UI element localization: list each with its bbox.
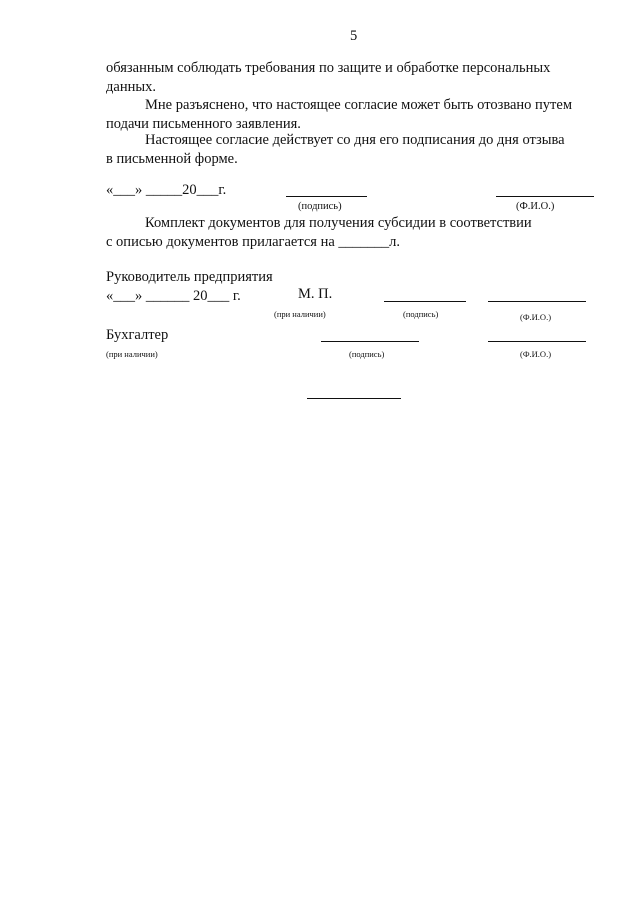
paragraph-2-line-2: подачи письменного заявления.	[106, 115, 301, 132]
paragraph-3	[106, 131, 604, 168]
paragraph-1-line-2: данных.	[106, 78, 156, 95]
accountant-name-line	[488, 341, 586, 342]
paragraph-2-line-1: Мне разъяснено, что настоящее согласие может быть отозвано путем	[145, 97, 573, 113]
head-signature-line	[384, 301, 466, 302]
consent-signature-line	[286, 196, 367, 197]
head-name-line	[488, 301, 586, 302]
paragraph-1-line-1: обязанным соблюдать требования по защите и обработке персональных	[106, 60, 551, 76]
consent-signature-caption: (подпись)	[298, 201, 342, 212]
consent-name-caption: (Ф.И.О.)	[516, 201, 555, 212]
head-name-caption: (Ф.И.О.)	[520, 312, 552, 322]
accountant-signature-line	[321, 341, 419, 342]
head-title: Руководитель предприятия	[106, 269, 273, 285]
package-statement	[106, 214, 604, 251]
package-line-1: Комплект документов для получения субсидии в соответствии	[145, 215, 532, 231]
paragraph-1	[106, 59, 604, 96]
head-signature-caption: (подпись)	[403, 309, 439, 319]
page-number: 5	[350, 28, 358, 44]
consent-name-line	[496, 196, 594, 197]
package-line-2: с описью документов прилагается на _______л.	[106, 233, 401, 250]
stamp-label: М. П.	[298, 286, 333, 302]
paragraph-3-line-1: Настоящее согласие действует со дня его подписания до дня отзыва	[145, 132, 565, 148]
paragraph-2	[106, 96, 604, 133]
accountant-name-caption: (Ф.И.О.)	[520, 349, 552, 359]
paragraph-3-line-2: в письменной форме.	[106, 150, 238, 167]
closing-divider	[307, 398, 401, 399]
stamp-caption: (при наличии)	[274, 309, 326, 319]
head-date-field: «___» ______ 20___ г.	[106, 288, 241, 304]
accountant-title: Бухгалтер	[106, 327, 169, 343]
accountant-title-caption: (при наличии)	[106, 349, 158, 359]
consent-date-field: «___» _____20___г.	[106, 182, 227, 198]
accountant-signature-caption: (подпись)	[349, 349, 385, 359]
